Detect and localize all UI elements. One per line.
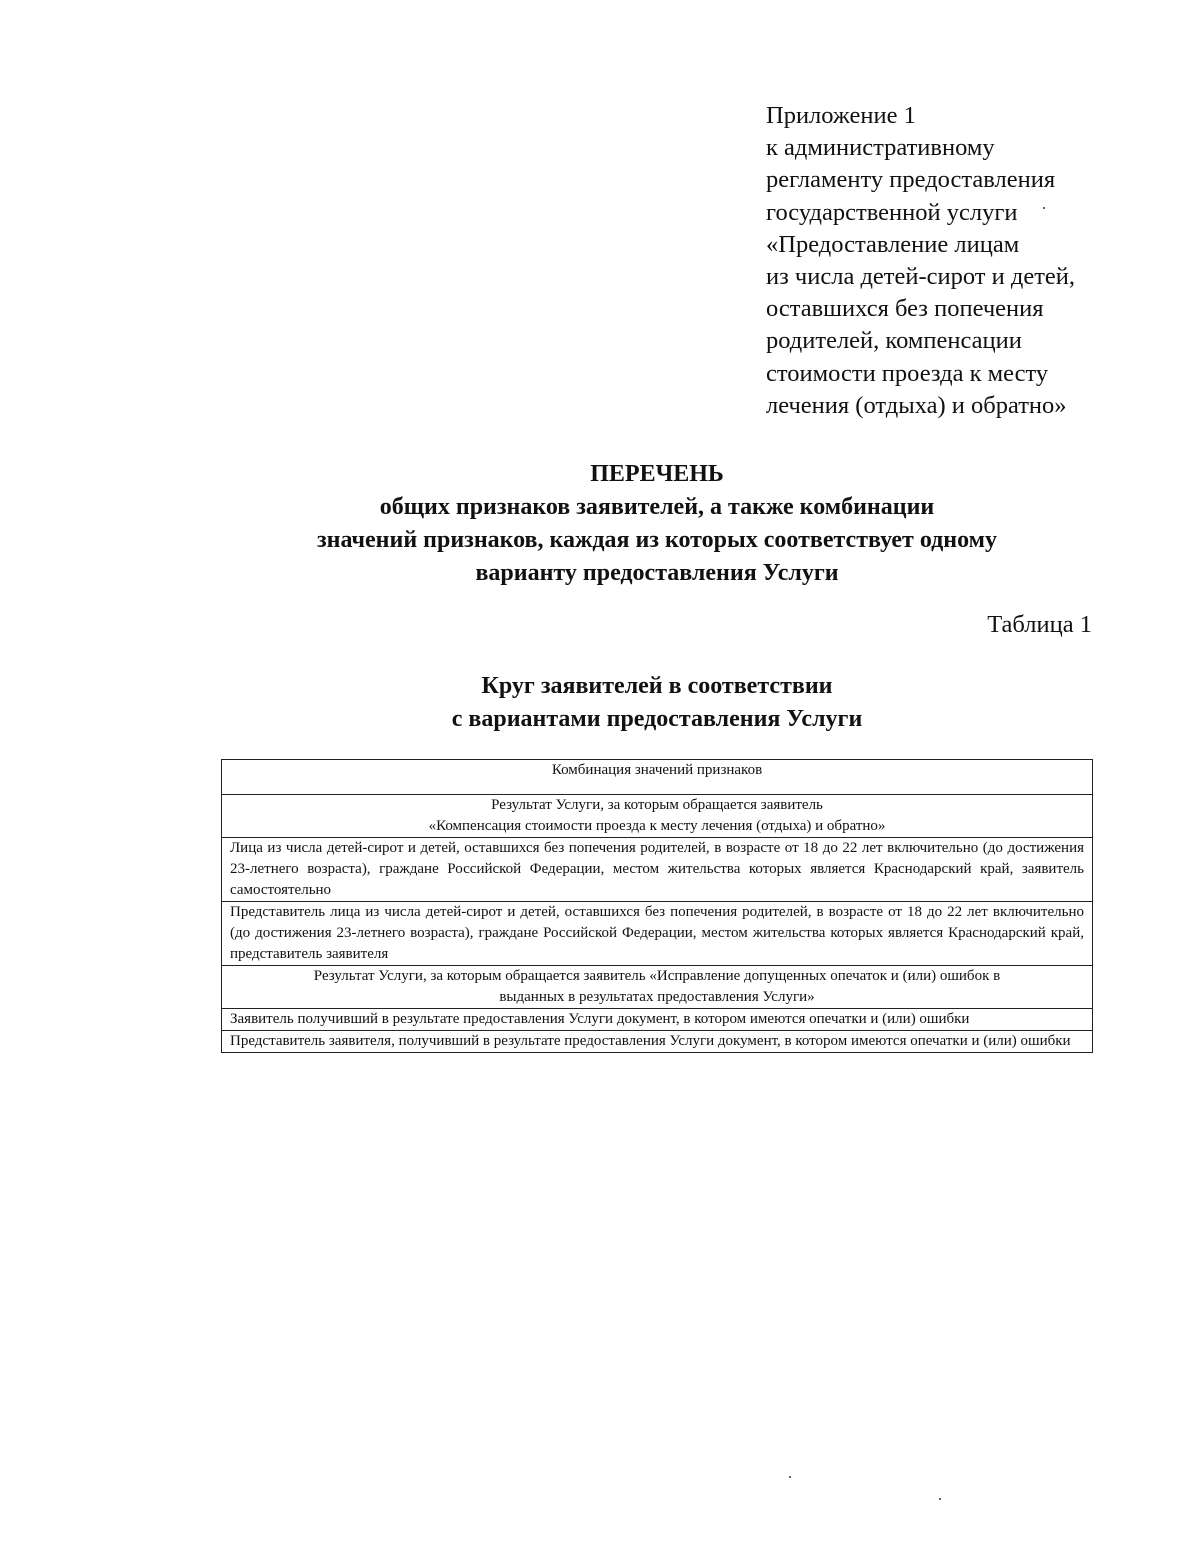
- result-group-cell: [222, 966, 1093, 1009]
- document-heading: [0, 458, 1200, 590]
- result-group-line: «Компенсация стоимости проезда к месту лечения (отдыха) и обратно»: [428, 818, 886, 834]
- table-header-cell: Комбинация значений признаков: [222, 760, 1093, 795]
- document-subtitle-line: варианту предоставления Услуги: [475, 560, 839, 586]
- applicant-variant-cell: Заявитель получивший в результате предоставления Услуги документ, в котором имеются опечатки и (или) ошибки: [222, 1009, 1093, 1031]
- result-group-line: выданных в результатах предоставления Услуги»: [499, 989, 815, 1005]
- result-group-line: Результат Услуги, за которым обращается заявитель: [491, 797, 823, 813]
- applicant-variant-cell: Лица из числа детей-сирот и детей, оставшихся без попечения родителей, в возрасте от 18 до 22 лет включительно (до достижения 23-летнего возраста), граждане Российской Федерации, местом жительства которых является Краснодарский край, заявитель самостоятельно: [222, 838, 1093, 902]
- table-row: [222, 1009, 1093, 1031]
- table-caption: [0, 670, 1200, 736]
- appendix-line: Приложение 1: [766, 102, 916, 129]
- result-group-cell: [222, 795, 1093, 838]
- scan-speck: [1043, 207, 1045, 209]
- table-header-row: [222, 760, 1093, 795]
- appendix-line: родителей, компенсации: [766, 327, 1022, 355]
- document-subtitle-line: общих признаков заявителей, а также комбинации: [379, 494, 935, 520]
- result-group-line: Результат Услуги, за которым обращается заявитель «Исправление допущенных опечаток и (или) ошибок в: [313, 968, 1001, 984]
- appendix-line: оставшихся без попечения: [766, 295, 1044, 323]
- appendix-line: государственной услуги: [766, 198, 1018, 226]
- scan-speck: [939, 1498, 941, 1500]
- appendix-note: [766, 100, 1186, 422]
- table-row: [222, 795, 1093, 838]
- appendix-line: «Предоставление лицам: [766, 230, 1020, 258]
- table-caption-line: с вариантами предоставления Услуги: [451, 706, 863, 732]
- appendix-line: регламенту предоставления: [766, 166, 1056, 194]
- applicant-criteria-table: [221, 759, 1093, 1053]
- appendix-line: стоимости проезда к месту: [766, 359, 1049, 387]
- table-caption-line: Круг заявителей в соответствии: [481, 673, 833, 699]
- scan-speck: [789, 1476, 791, 1478]
- applicant-variant-cell: Представитель заявителя, получивший в результате предоставления Услуги документ, в котором имеются опечатки и (или) ошибки: [222, 1031, 1093, 1053]
- document-title: ПЕРЕЧЕНЬ: [590, 461, 724, 487]
- table-row: [222, 966, 1093, 1009]
- table-row: [222, 1031, 1093, 1053]
- table-number: Таблица 1: [987, 611, 1092, 638]
- appendix-line: из числа детей-сирот и детей,: [766, 263, 1076, 291]
- document-subtitle-line: значений признаков, каждая из которых соответствует одному: [316, 527, 998, 553]
- table-row: [222, 838, 1093, 902]
- appendix-line: лечения (отдыха) и обратно»: [766, 391, 1067, 419]
- appendix-line: к административному: [766, 134, 995, 162]
- table-row: [222, 902, 1093, 966]
- applicant-variant-cell: Представитель лица из числа детей-сирот и детей, оставшихся без попечения родителей, в возрасте от 18 до 22 лет включительно (до достижения 23-летнего возраста), граждане Российской Федерации, местом жительства которых является Краснодарский край, представитель заявителя: [222, 902, 1093, 966]
